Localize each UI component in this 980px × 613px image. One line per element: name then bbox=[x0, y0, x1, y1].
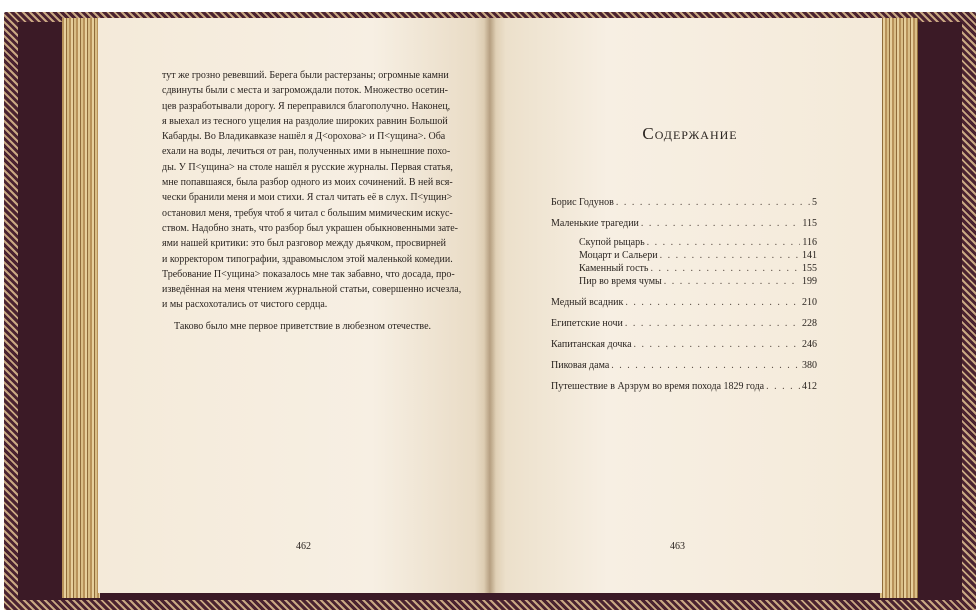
toc-entry-title: Борис Годунов bbox=[551, 197, 614, 208]
toc-entry bbox=[551, 250, 817, 263]
toc-entry-title: Скупой рыцарь bbox=[579, 237, 645, 248]
toc-entry-title: Моцарт и Сальери bbox=[579, 250, 658, 261]
toc-entry-page: 5 bbox=[812, 197, 817, 208]
text-line: и мы расхохотались от чистого сердца. bbox=[162, 299, 328, 311]
toc-entry-title: Путешествие в Арзрум во время похода 1829 года bbox=[551, 381, 765, 392]
toc-entry-page: 380 bbox=[802, 360, 817, 371]
right-page-number: 463 bbox=[670, 541, 685, 552]
toc-entry-page: 246 bbox=[802, 339, 817, 350]
text-line: и корректором типографии, здравомыслом этой маленькой комедии. bbox=[162, 253, 453, 265]
toc-entry bbox=[551, 318, 817, 331]
toc-heading: Содержание bbox=[642, 124, 738, 143]
page-edges-left bbox=[62, 18, 100, 598]
toc-leader-dots bbox=[625, 297, 800, 308]
book-spine-gutter bbox=[484, 18, 496, 593]
toc-entry-page: 228 bbox=[802, 318, 817, 329]
text-line: ды. У П<ущина> на столе нашёл я русские журналы. Первая статья, bbox=[162, 161, 453, 173]
toc-entry bbox=[551, 197, 817, 210]
text-line: изведённая на меня чтением журнальной статьи, совершенно исчезла, bbox=[162, 284, 462, 296]
toc-entry-title: Капитанская дочка bbox=[551, 339, 632, 350]
toc-entry-title: Пиковая дама bbox=[551, 360, 610, 371]
toc-entry-page: 116 bbox=[802, 237, 817, 248]
toc-entry-page: 199 bbox=[802, 276, 817, 287]
text-line: я выехал из тесного ущелия на раздолие широких равнин Большой bbox=[162, 115, 448, 127]
page-edges-right bbox=[880, 18, 918, 598]
text-line: ством. Надобно знать, что разбор был украшен обыкновенными зате- bbox=[162, 222, 459, 234]
toc-entry bbox=[551, 339, 817, 352]
text-line: Требование П<ущина> показалось мне так забавно, что досада, про- bbox=[162, 268, 455, 280]
toc-entry-page: 210 bbox=[802, 297, 817, 308]
text-line: ехали на воды, лечиться от ран, полученных ими в нынешние похо- bbox=[162, 146, 451, 158]
toc-leader-dots bbox=[766, 381, 800, 392]
text-line: остановил меня, требуя чтоб я читал с большим мимическим искус- bbox=[162, 207, 453, 219]
toc-entry bbox=[551, 360, 817, 373]
toc-leader-dots bbox=[647, 237, 801, 248]
toc-leader-dots bbox=[651, 263, 801, 274]
toc-leader-dots bbox=[634, 339, 800, 350]
text-line: Кабарды. Во Владикавказе нашёл я Д<орохова> и П<ущина>. Оба bbox=[162, 131, 446, 143]
text-line: цев разработывали дорогу. Я переправился благополучно. Наконец, bbox=[162, 100, 451, 112]
toc-leader-dots bbox=[625, 318, 800, 329]
toc-entry-title: Египетские ночи bbox=[551, 318, 623, 329]
text-line: ями нашей критики: это был разговор между дьячком, просвирней bbox=[162, 238, 446, 250]
toc-entry-page: 412 bbox=[802, 381, 817, 392]
toc-entry-page: 155 bbox=[802, 263, 817, 274]
toc-entry bbox=[551, 237, 817, 250]
toc-entry-title: Каменный гость bbox=[579, 263, 649, 274]
toc-entry-title: Медный всадник bbox=[551, 297, 624, 308]
text-line: тут же грозно ревевший. Берега были растерзаны; огромные камни bbox=[162, 70, 449, 81]
text-line: сдвинуты были с места и загромождали поток. Множество осетин- bbox=[162, 85, 448, 97]
toc-leader-dots bbox=[664, 276, 800, 287]
toc-entry-page: 141 bbox=[802, 250, 817, 261]
left-page-number: 462 bbox=[296, 541, 311, 552]
toc-entry bbox=[551, 263, 817, 276]
toc-leader-dots bbox=[616, 197, 810, 208]
toc-leader-dots bbox=[660, 250, 800, 261]
text-line: чески бранили меня и мои стихи. Я стал читать её в слух. П<ущин> bbox=[162, 192, 453, 204]
toc-entry-page: 115 bbox=[802, 218, 817, 229]
toc-entry bbox=[551, 276, 817, 289]
toc-leader-dots bbox=[611, 360, 800, 371]
toc-entry bbox=[551, 381, 817, 394]
text-paragraph: Таково было мне первое приветствие в любезном отечестве. bbox=[174, 320, 432, 332]
toc-leader-dots bbox=[641, 218, 800, 229]
left-page-body-text bbox=[162, 68, 462, 334]
text-line: мне попавшаяся, была разбор одного из моих сочинений. В ней вся- bbox=[162, 177, 453, 189]
toc-entry bbox=[551, 218, 817, 231]
toc-entry-title: Маленькие трагедии bbox=[551, 218, 639, 229]
table-of-contents bbox=[551, 197, 817, 394]
toc-entry-title: Пир во время чумы bbox=[579, 276, 662, 287]
toc-entry bbox=[551, 297, 817, 310]
